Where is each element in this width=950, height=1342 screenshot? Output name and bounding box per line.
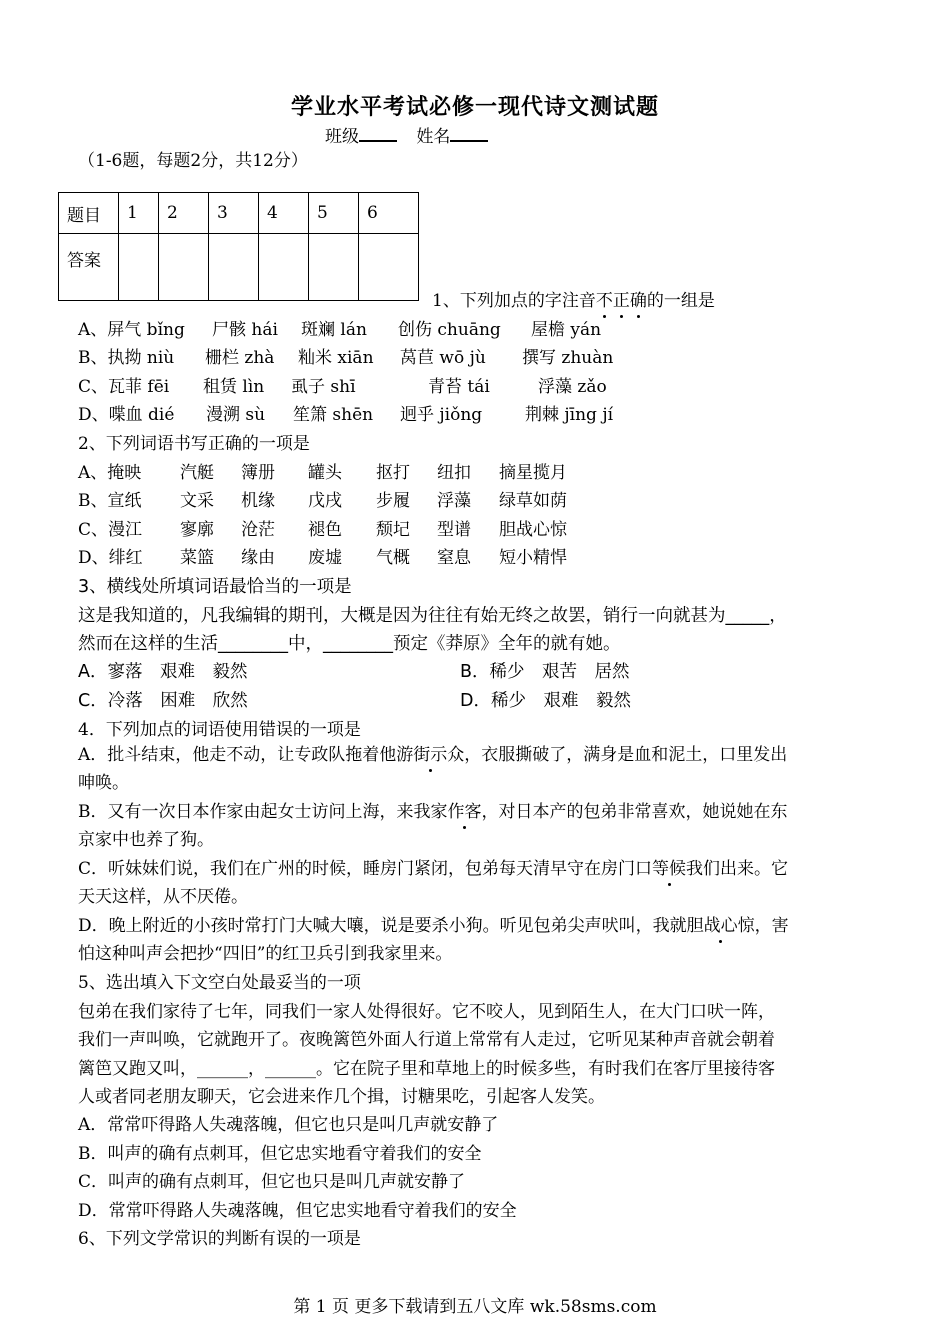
answer-table [58,192,419,301]
q2-option-a-3: 簿册 [241,463,275,483]
student-info-line [325,122,488,147]
q2-option-b-4: 戊戌 [308,491,342,511]
answer-cell[interactable] [309,234,359,301]
q1-option-c-3: 虱子 shī [291,377,356,397]
q4-option-b-cont: 京家中也养了狗。 [78,830,214,850]
answer-table-number: 5 [309,193,359,234]
q2-stem: 2、下列词语书写正确的一项是 [78,434,310,454]
q2-option-a-2: 汽艇 [180,463,214,483]
q5-option-d: D．常常吓得路人失魂落魄，但它忠实地看守着我们的安全 [78,1201,517,1221]
q2-option-c-7: 胆战心惊 [499,520,567,540]
page-footer: 第 1 页 更多下载请到五八文库 wk.58sms.com [293,1297,657,1317]
dotted-phrase [396,745,464,765]
q1-option-d: D、喋血 dié [78,405,175,425]
dotted-word: 游街示众 [396,745,465,765]
q3-body-2: 然而在这样的生活________中，________预定《莽原》全年的就有她。 [78,634,621,654]
answer-cell[interactable] [159,234,209,301]
q3-option-a: A．寥落 艰难 毅然 [78,662,248,682]
answer-cell[interactable] [119,234,159,301]
q5-passage-1: 包弟在我们家待了七年，同我们一家人处得很好。它不咬人，见到陌生人，在大门口吠一阵， [78,1002,775,1022]
q1-option-c-2: 租赁 lìn [203,377,265,397]
class-blank [359,126,397,142]
q1-option-a: A、屏气 bǐng [78,320,185,340]
answer-table-number: 2 [159,193,209,234]
answer-table-number: 1 [119,193,159,234]
q1-stem: 1、下列加点的字注音不正确的一组是 [432,291,715,311]
name-label: 姓名 [416,127,451,147]
q2-option-c-1: C、漫江 [78,520,143,540]
scoring-note: （1-6题，每题2分，共12分） [78,151,308,171]
q5-passage-3: 篱笆又跑又叫，______，______。它在院子里和草地上的时候多些，有时我们在客厅里接待客 [78,1059,775,1079]
q2-option-a-7: 摘星揽月 [499,463,567,483]
q4-stem: 4．下列加点的词语使用错误的一项是 [78,720,361,740]
q4-option-b: B．又有一次日本作家由起女士访问上海，来我家作客，对日本产的包弟非常喜欢，她说她在东 [78,802,788,822]
page-title: 学业水平考试必修一现代诗文测试题 [290,95,659,120]
q5-stem: 5、选出填入下文空白处最妥当的一项 [78,973,361,993]
q2-option-b-5: 步履 [376,491,410,511]
q4-option-a-cont: 呻唤。 [78,773,129,793]
q1-option-d-2: 漫溯 sù [206,405,266,425]
q1-option-d-3: 笙箫 shēn [293,405,374,425]
dotted-word: 胆战心惊 [686,916,755,936]
q2-option-d-4: 废墟 [308,548,342,568]
answer-table-head: 题目 [59,193,119,234]
q2-option-c-5: 颓圮 [376,520,410,540]
q2-option-d-1: D、绯红 [78,548,143,568]
q5-passage-4: 人或者同老朋友聊天，它会进来作几个揖，讨糖果吃，引起客人发笑。 [78,1087,605,1107]
q3-option-d: D．稀少 艰难 毅然 [460,691,631,711]
class-label: 班级 [325,127,359,147]
q3-stem: 3、横线处所填词语最恰当的一项是 [78,577,352,597]
answer-table-number: 3 [209,193,259,234]
q1-option-b-3: 籼米 xiān [298,348,374,368]
q2-option-b-7: 绿草如荫 [499,491,567,511]
q2-option-d-5: 气概 [376,548,410,568]
q1-option-d-4: 迥乎 jiǒng [400,405,483,425]
q5-option-a: A．常常吓得路人失魂落魄，但它也只是叫几声就安静了 [78,1115,499,1135]
q4-option-d-cont: 怕这种叫声会把抄“四旧”的红卫兵引到我家里来。 [78,944,453,964]
q1-option-d-5: 荆棘 jīng jí [525,405,614,425]
answer-cell[interactable] [209,234,259,301]
answer-table-head: 答案 [59,234,119,301]
q2-option-c-4: 褪色 [308,520,342,540]
q2-option-a-4: 罐头 [308,463,342,483]
q5-option-b: B．叫声的确有点刺耳，但它忠实地看守着我们的安全 [78,1144,482,1164]
q4-option-c: C．听妹妹们说，我们在广州的时候，睡房门紧闭，包弟每天清早守在房门口等候我们出来。它 [78,859,789,879]
answer-table-number: 6 [359,193,419,234]
q1-option-c-5: 浮藻 zǎo [538,377,607,397]
q2-option-d-3: 缘由 [241,548,275,568]
dotted-word: 等候 [652,859,687,879]
name-blank [450,126,488,142]
q1-option-b: B、执拗 niù [78,348,175,368]
q3-option-b: B．稀少 艰苦 居然 [460,662,630,682]
q2-option-b-2: 文采 [180,491,214,511]
answer-table-number: 4 [259,193,309,234]
q1-option-b-5: 撰写 zhuàn [522,348,614,368]
q2-option-d-6: 窒息 [437,548,471,568]
q1-option-a-4: 创伤 chuāng [398,320,501,340]
q2-option-d-2: 菜篮 [180,548,214,568]
q4-option-d: D．晚上附近的小孩时常打门大喊大嚷，说是要杀小狗。听见包弟尖声吠叫，我就胆战心惊，害 [78,916,789,936]
q1-option-c: C、瓦菲 fēi [78,377,170,397]
q5-passage-2: 我们一声叫唤，它就跑开了。夜晚篱笆外面人行道上常常有人走过，它听见某种声音就会朝着 [78,1030,775,1050]
q3-body-1: 这是我知道的，凡我编辑的期刊，大概是因为往往有始无终之故罢，销行一向就甚为_____， [78,606,787,626]
q2-option-b-6: 浮藻 [437,491,471,511]
q2-option-c-2: 寥廓 [180,520,214,540]
q1-option-b-2: 栅栏 zhà [205,348,275,368]
q2-option-c-3: 沧茫 [241,520,275,540]
q3-option-c: C．冷落 困难 欣然 [78,691,248,711]
q6-stem: 6、下列文学常识的判断有误的一项是 [78,1229,361,1249]
q4-option-c-cont: 天天这样，从不厌倦。 [78,887,248,907]
q2-option-c-6: 型谱 [437,520,471,540]
q2-option-a-6: 纽扣 [437,463,471,483]
q1-option-a-2: 尸骸 hái [212,320,278,340]
q4-option-a: A．批斗结束，他走不动，让专政队拖着他游街示众，衣服撕破了，满身是血和泥土，口里发出 [78,745,788,765]
q1-option-a-5: 屋檐 yán [531,320,602,340]
q1-option-b-4: 莴苣 wō jù [400,348,486,368]
answer-cell[interactable] [359,234,419,301]
q1-option-c-4: 青苔 tái [428,377,490,397]
q2-option-d-7: 短小精悍 [499,548,567,568]
q1-option-a-3: 斑斓 lán [301,320,367,340]
q2-option-b-3: 机缘 [241,491,275,511]
q2-option-b-1: B、宣纸 [78,491,142,511]
q2-option-a-1: A、掩映 [78,463,142,483]
answer-cell[interactable] [259,234,309,301]
dotted-word: 作客 [447,802,482,822]
q2-option-a-5: 抠打 [376,463,410,483]
q5-option-c: C．叫声的确有点刺耳，但它也只是叫几声就安静了 [78,1172,466,1192]
